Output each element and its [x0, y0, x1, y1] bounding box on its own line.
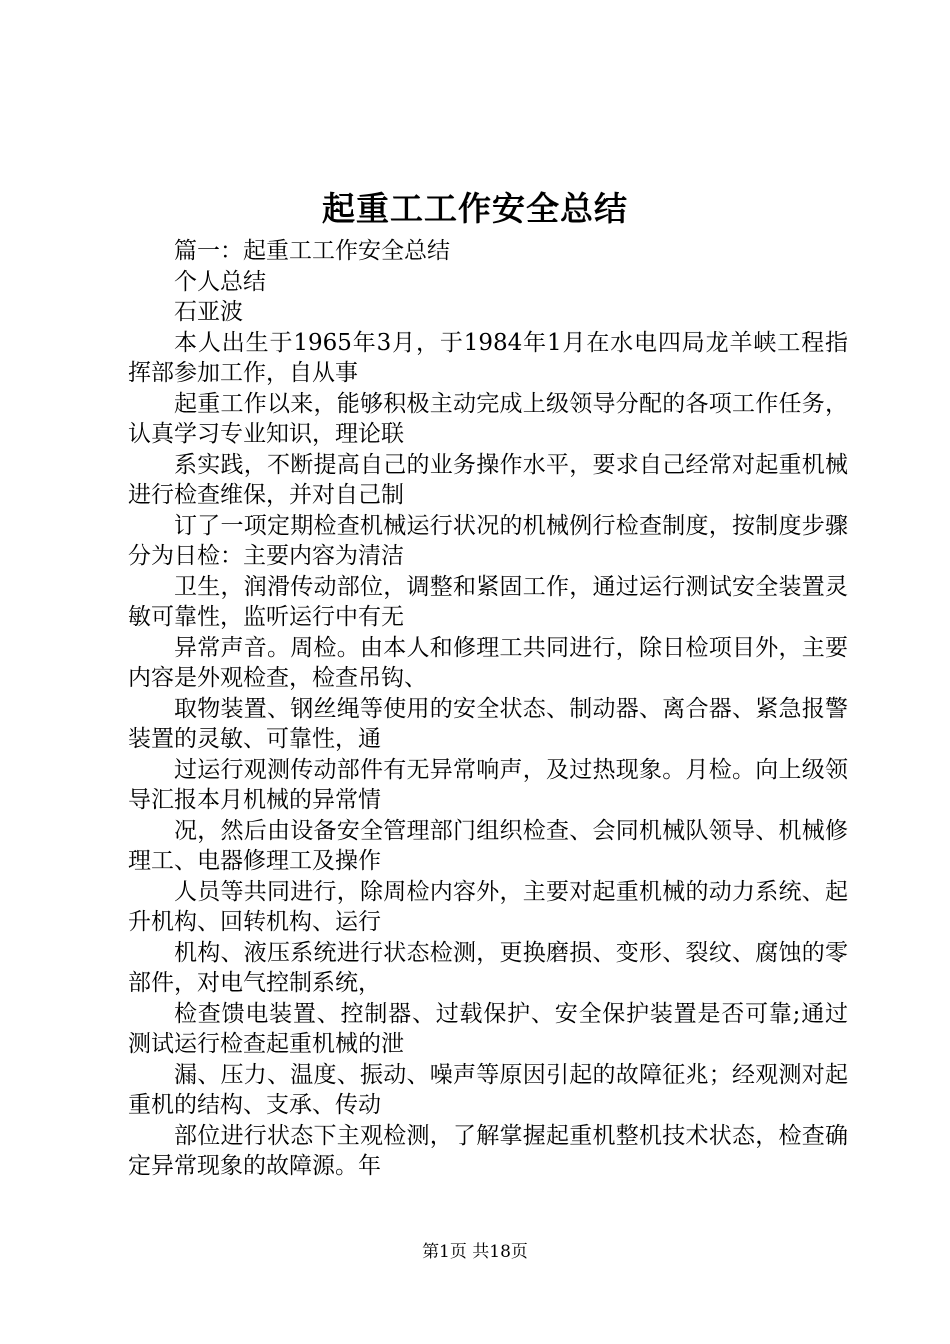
- paragraph: 卫生，润滑传动部位，调整和紧固工作，通过运行测试安全装置灵敏可靠性，监听运行中有无: [128, 573, 848, 630]
- paragraph: 异常声音。周检。由本人和修理工共同进行，除日检项目外，主要内容是外观检查，检查吊钩、: [128, 634, 848, 691]
- paragraph: 部位进行状态下主观检测，了解掌握起重机整机技术状态，检查确定异常现象的故障源。年: [128, 1122, 848, 1179]
- paragraph: 检查馈电装置、控制器、过载保护、安全保护装置是否可靠;通过测试运行检查起重机械的泄: [128, 1000, 848, 1057]
- paragraph: 起重工作以来，能够积极主动完成上级领导分配的各项工作任务，认真学习专业知识，理论联: [128, 390, 848, 447]
- page-number-footer: 第1页 共18页: [422, 1242, 528, 1262]
- paragraph: 本人出生于1965年3月，于1984年1月在水电四局龙羊峡工程指挥部参加工作，自从事: [128, 329, 848, 386]
- paragraph: 篇一：起重工工作安全总结: [174, 238, 450, 264]
- paragraph: 况，然后由设备安全管理部门组织检查、会同机械队领导、机械修理工、电器修理工及操作: [128, 817, 848, 874]
- document-body: [128, 236, 848, 1182]
- paragraph: 取物装置、钢丝绳等使用的安全状态、制动器、离合器、紧急报警装置的灵敏、可靠性，通: [128, 695, 848, 752]
- paragraph: 个人总结: [174, 268, 266, 295]
- document-title: 起重工工作安全总结: [322, 189, 628, 228]
- paragraph: 系实践，不断提高自己的业务操作水平，要求自己经常对起重机械进行检查维保，并对自己制: [128, 451, 848, 508]
- paragraph: 过运行观测传动部件有无异常响声，及过热现象。月检。向上级领导汇报本月机械的异常情: [128, 756, 848, 813]
- paragraph: 订了一项定期检查机械运行状况的机械例行检查制度，按制度步骤分为日检：主要内容为清洁: [128, 512, 848, 569]
- paragraph: 石亚波: [174, 299, 243, 325]
- paragraph: 机构、液压系统进行状态检测，更换磨损、变形、裂纹、腐蚀的零部件，对电气控制系统，: [128, 939, 848, 996]
- paragraph: 漏、压力、温度、振动、噪声等原因引起的故障征兆；经观测对起重机的结构、支承、传动: [128, 1061, 848, 1118]
- paragraph: 人员等共同进行，除周检内容外，主要对起重机械的动力系统、起升机构、回转机构、运行: [128, 878, 848, 935]
